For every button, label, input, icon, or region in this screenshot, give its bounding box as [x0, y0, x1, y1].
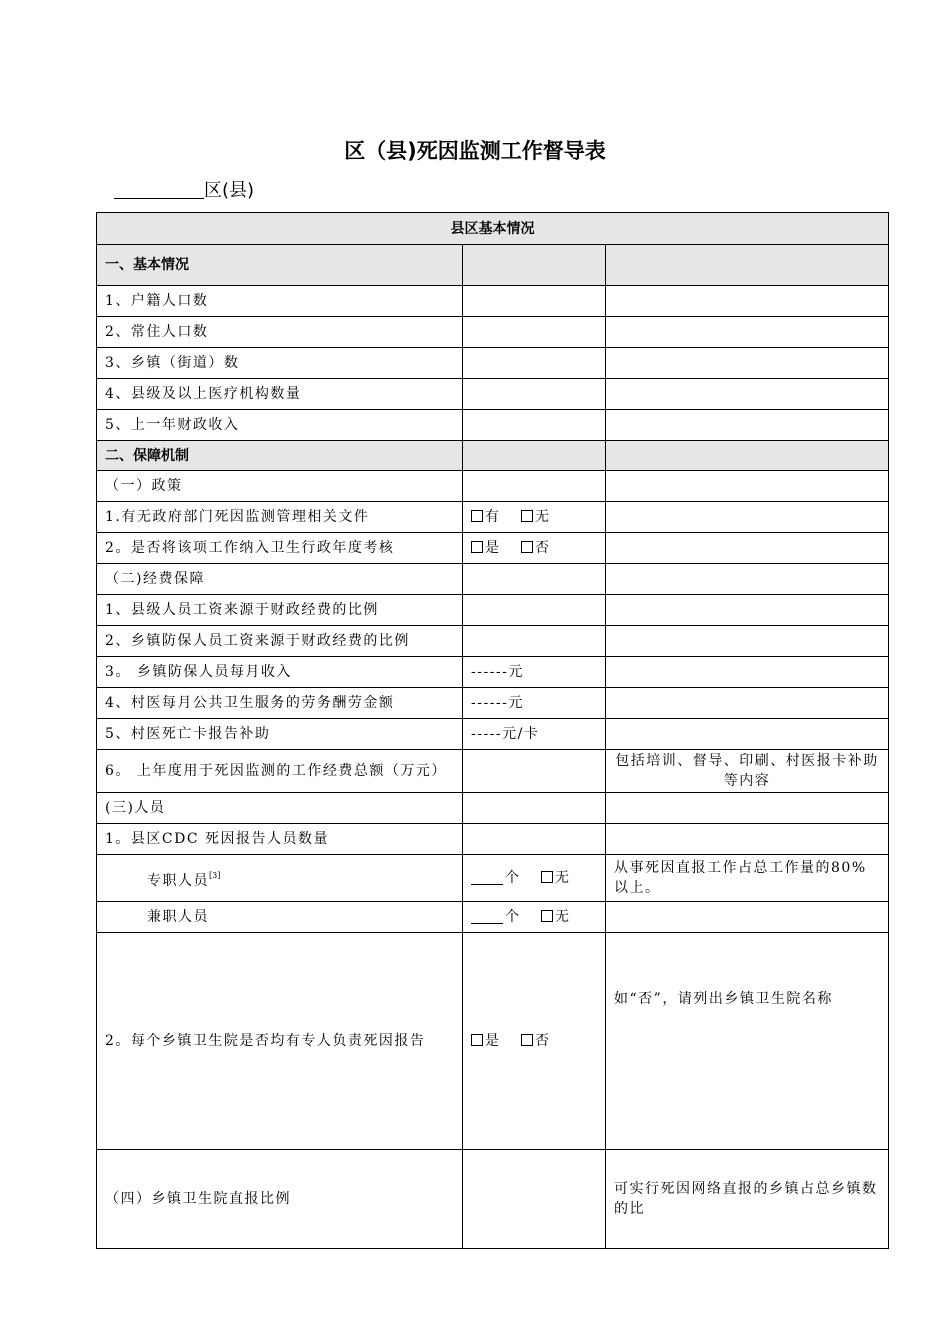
- answer-cell[interactable]: [463, 626, 606, 657]
- table-row: [97, 824, 889, 855]
- note-cell[interactable]: [606, 502, 889, 533]
- county-label: 区(县): [204, 180, 255, 201]
- answer-cell[interactable]: ------元: [463, 657, 606, 688]
- answer-cell: [463, 502, 606, 533]
- checkbox-icon[interactable]: [541, 910, 553, 922]
- subsection-ratio: （四）乡镇卫生院直报比例: [97, 1150, 463, 1249]
- table-row: [97, 1150, 889, 1249]
- checkbox-option[interactable]: 否: [521, 1031, 549, 1051]
- note-cell: 可实行死因网络直报的乡镇占总乡镇数的比: [606, 1150, 889, 1249]
- answer-cell[interactable]: [463, 410, 606, 441]
- answer-cell[interactable]: [463, 317, 606, 348]
- row-label: 2。每个乡镇卫生院是否均有专人负责死因报告: [97, 933, 463, 1150]
- row-label: 6。 上年度用于死因监测的工作经费总额（万元）: [97, 750, 463, 793]
- checkbox-icon[interactable]: [541, 871, 553, 883]
- note-cell[interactable]: [606, 902, 889, 933]
- note-cell[interactable]: [606, 348, 889, 379]
- row-label: 2。是否将该项工作纳入卫生行政年度考核: [97, 533, 463, 564]
- table-row: [97, 286, 889, 317]
- note-cell: 从事死因直报工作占总工作量的80%以上。: [606, 855, 889, 902]
- row-label-fulltime: 专职人员[3]: [97, 855, 463, 902]
- checkbox-option[interactable]: 否: [521, 538, 549, 558]
- answer-cell: [463, 902, 606, 933]
- table-row: [97, 793, 889, 824]
- checkbox-icon[interactable]: [471, 510, 483, 522]
- row-label: 1、户籍人口数: [97, 286, 463, 317]
- answer-cell[interactable]: [463, 595, 606, 626]
- checkbox-icon[interactable]: [521, 510, 533, 522]
- note-cell: 如“否”，请列出乡镇卫生院名称: [606, 933, 889, 1150]
- note-cell[interactable]: [606, 595, 889, 626]
- note-cell[interactable]: [606, 379, 889, 410]
- table-row: [97, 471, 889, 502]
- note-cell[interactable]: [606, 719, 889, 750]
- checkbox-option[interactable]: 无: [541, 868, 569, 888]
- checkbox-option[interactable]: 无: [521, 507, 549, 527]
- note-cell[interactable]: [606, 626, 889, 657]
- table-row: [97, 719, 889, 750]
- row-label: 4、村医每月公共卫生服务的劳务酬劳金额: [97, 688, 463, 719]
- county-blank[interactable]: [114, 178, 204, 199]
- answer-cell[interactable]: [463, 750, 606, 793]
- note-cell[interactable]: [606, 657, 889, 688]
- table-row: [97, 902, 889, 933]
- table-row: [97, 379, 889, 410]
- note-cell[interactable]: [606, 824, 889, 855]
- checkbox-icon[interactable]: [471, 541, 483, 553]
- note-cell[interactable]: [606, 286, 889, 317]
- answer-cell[interactable]: ------元: [463, 688, 606, 719]
- count-field[interactable]: 个: [471, 907, 519, 927]
- row-label: 3。 乡镇防保人员每月收入: [97, 657, 463, 688]
- answer-cell[interactable]: -----元/卡: [463, 719, 606, 750]
- checkbox-option[interactable]: 无: [541, 907, 569, 927]
- note-cell[interactable]: [606, 533, 889, 564]
- answer-cell: [463, 533, 606, 564]
- row-label: 2、常住人口数: [97, 317, 463, 348]
- checkbox-option[interactable]: 是: [471, 538, 499, 558]
- row-label: 4、县级及以上医疗机构数量: [97, 379, 463, 410]
- answer-cell[interactable]: [463, 824, 606, 855]
- table-row: [97, 410, 889, 441]
- table-header-row: [97, 213, 889, 245]
- table-row: [97, 855, 889, 902]
- footnote-ref: [3]: [209, 870, 221, 880]
- supervision-table: [96, 212, 889, 1249]
- answer-cell[interactable]: [463, 1150, 606, 1249]
- row-label: 1.有无政府部门死因监测管理相关文件: [97, 502, 463, 533]
- row-label: 1。县区CDC 死因报告人员数量: [97, 824, 463, 855]
- note-cell[interactable]: [606, 688, 889, 719]
- table-row: [97, 348, 889, 379]
- row-label: 2、乡镇防保人员工资来源于财政经费的比例: [97, 626, 463, 657]
- table-row: [97, 657, 889, 688]
- section-row: [97, 245, 889, 286]
- page-title: 区（县)死因监测工作督导表: [344, 139, 606, 163]
- row-label: 5、村医死亡卡报告补助: [97, 719, 463, 750]
- row-label-parttime: 兼职人员: [97, 902, 463, 933]
- row-label: 5、上一年财政收入: [97, 410, 463, 441]
- answer-cell[interactable]: [463, 286, 606, 317]
- checkbox-icon[interactable]: [521, 1034, 533, 1046]
- subsection-policy: （一）政策: [97, 471, 463, 502]
- table-row: [97, 533, 889, 564]
- table-row: [97, 933, 889, 1150]
- table-row: [97, 317, 889, 348]
- county-field: [114, 176, 254, 202]
- subsection-staff: (三)人员: [97, 793, 463, 824]
- table-row: [97, 595, 889, 626]
- subsection-funding: （二)经费保障: [97, 564, 463, 595]
- checkbox-option[interactable]: 是: [471, 1031, 499, 1051]
- table-row: [97, 688, 889, 719]
- checkbox-option[interactable]: 有: [471, 507, 499, 527]
- row-label: 3、乡镇（街道）数: [97, 348, 463, 379]
- row-label: 1、县级人员工资来源于财政经费的比例: [97, 595, 463, 626]
- checkbox-icon[interactable]: [471, 1034, 483, 1046]
- note-cell: 包括培训、督导、印刷、村医报卡补助等内容: [606, 750, 889, 793]
- section-row: [97, 441, 889, 471]
- answer-cell: [463, 855, 606, 902]
- section-basic: 一、基本情况: [97, 245, 463, 286]
- answer-cell[interactable]: [463, 379, 606, 410]
- note-cell[interactable]: [606, 410, 889, 441]
- table-row: [97, 564, 889, 595]
- table-header: 县区基本情况: [97, 213, 889, 245]
- section-guarantee: 二、保障机制: [97, 441, 463, 471]
- table-row: [97, 502, 889, 533]
- checkbox-icon[interactable]: [521, 541, 533, 553]
- note-cell[interactable]: [606, 317, 889, 348]
- table-row: [97, 626, 889, 657]
- table-row: [97, 750, 889, 793]
- answer-cell[interactable]: [463, 348, 606, 379]
- answer-cell: [463, 933, 606, 1150]
- count-field[interactable]: 个: [471, 868, 519, 888]
